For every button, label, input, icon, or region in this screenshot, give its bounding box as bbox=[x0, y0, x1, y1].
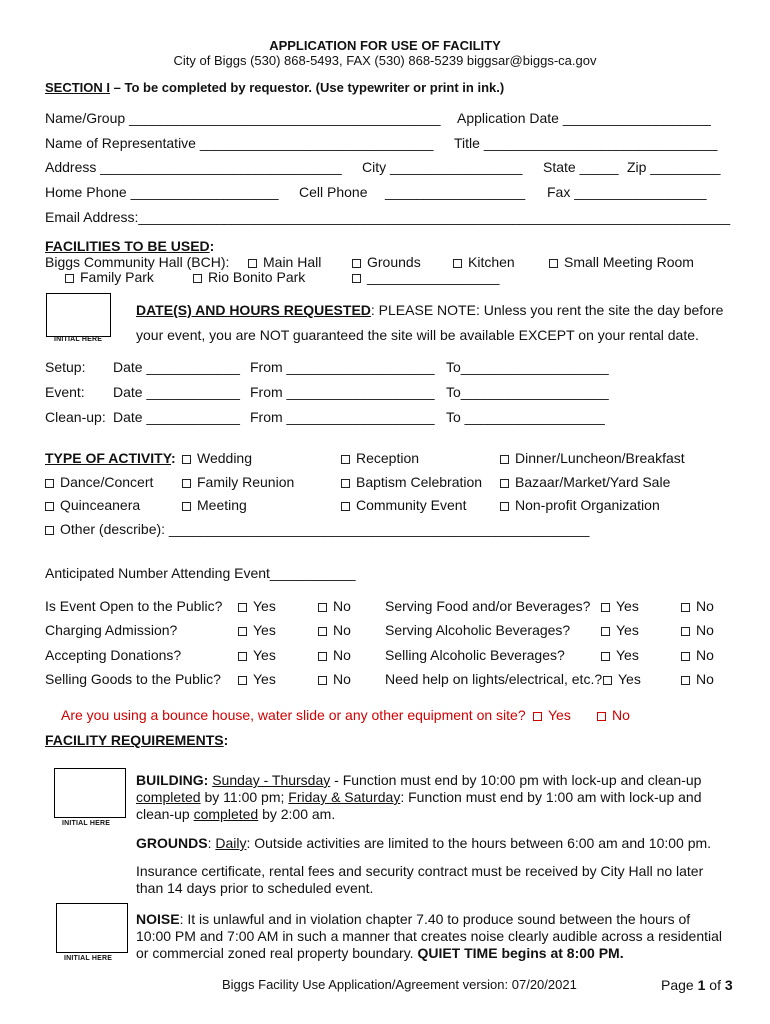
building-text-3: : Function must end by 1:00 am with lock-up and bbox=[400, 789, 702, 805]
checkbox-icon[interactable] bbox=[681, 603, 690, 612]
footer-version: Biggs Facility Use Application/Agreement version: 07/20/2021 bbox=[222, 977, 577, 992]
checkbox-icon[interactable] bbox=[238, 603, 247, 612]
checkbox-quinceanera[interactable] bbox=[45, 497, 140, 513]
checkbox-icon[interactable] bbox=[318, 652, 327, 661]
page-of: of bbox=[705, 977, 725, 993]
checkbox-rio-bonito[interactable] bbox=[193, 269, 305, 285]
other-activity-field: Other (describe): ______________________________________________________ bbox=[60, 521, 590, 537]
requirements-heading bbox=[45, 732, 228, 748]
no-label: No bbox=[333, 647, 351, 663]
facilities-heading-text: FACILITIES TO BE USED bbox=[45, 238, 210, 254]
no-label: No bbox=[612, 707, 630, 723]
checkbox-icon[interactable] bbox=[681, 627, 690, 636]
building-text-1: - Function must end by 10:00 pm with lock-up and clean-up bbox=[330, 772, 702, 788]
checkbox-family-park[interactable] bbox=[65, 269, 154, 285]
dance-label: Dance/Concert bbox=[60, 474, 154, 490]
initial-here-label: INITIAL HERE bbox=[62, 820, 111, 827]
grounds-label: GROUNDS bbox=[136, 835, 208, 851]
cleanup-from-field[interactable]: From ___________________ bbox=[250, 409, 435, 425]
checkbox-yes[interactable] bbox=[238, 671, 276, 687]
building-days-weekday: Sunday - Thursday bbox=[212, 772, 331, 788]
grounds-paragraph bbox=[136, 835, 726, 852]
representative-field[interactable]: Name of Representative ______________________________ bbox=[45, 135, 434, 151]
checkbox-no[interactable] bbox=[681, 647, 714, 663]
checkbox-icon[interactable] bbox=[318, 603, 327, 612]
initial-box-dates[interactable] bbox=[46, 293, 111, 337]
no-label: No bbox=[333, 598, 351, 614]
name-group-field[interactable]: Name/Group ________________________________________ bbox=[45, 110, 441, 126]
checkbox-icon[interactable] bbox=[352, 259, 361, 268]
reunion-label: Family Reunion bbox=[197, 474, 295, 490]
building-completed-2: completed bbox=[193, 806, 259, 822]
page-current: 1 bbox=[697, 977, 706, 993]
checkbox-icon[interactable] bbox=[238, 652, 247, 661]
bounce-question: Are you using a bounce house, water slide or any other equipment on site? bbox=[61, 707, 526, 723]
checkbox-wedding[interactable] bbox=[182, 450, 252, 466]
checkbox-icon[interactable] bbox=[352, 274, 361, 283]
event-label: Event: bbox=[45, 384, 85, 400]
dates-note-line1 bbox=[136, 302, 723, 318]
checkbox-yes[interactable] bbox=[603, 671, 641, 687]
cleanup-label: Clean-up: bbox=[45, 409, 106, 425]
question-accepting-donations: Accepting Donations? bbox=[45, 647, 182, 663]
main-hall-label: Main Hall bbox=[263, 254, 322, 270]
checkbox-yes[interactable] bbox=[238, 622, 276, 638]
building-completed-1: completed bbox=[136, 789, 201, 805]
checkbox-bounce-yes[interactable] bbox=[533, 707, 571, 723]
requirements-heading-text: FACILITY REQUIREMENTS bbox=[45, 732, 224, 748]
state-field[interactable]: State _____ bbox=[543, 159, 619, 175]
yes-label: Yes bbox=[253, 598, 276, 614]
checkbox-icon[interactable] bbox=[182, 479, 191, 488]
page-total: 3 bbox=[724, 977, 733, 993]
checkbox-other-activity[interactable] bbox=[45, 521, 589, 537]
section-instructions: – To be completed by requestor. (Use typewriter or print in ink.) bbox=[110, 80, 505, 95]
grounds-label: Grounds bbox=[367, 254, 421, 270]
checkbox-icon[interactable] bbox=[533, 712, 542, 721]
building-days-weekend: Friday & Saturday bbox=[288, 789, 401, 805]
question-selling-alcohol: Selling Alcoholic Beverages? bbox=[385, 647, 565, 663]
initial-here-label: INITIAL HERE bbox=[64, 955, 113, 962]
building-text-5: by 2:00 am. bbox=[258, 806, 336, 822]
checkbox-yes[interactable] bbox=[601, 598, 639, 614]
yes-label: Yes bbox=[616, 647, 639, 663]
checkbox-icon[interactable] bbox=[601, 627, 610, 636]
checkbox-icon[interactable] bbox=[341, 502, 350, 511]
checkbox-community-event[interactable] bbox=[341, 497, 466, 513]
other-facility-line: _________________ bbox=[367, 269, 500, 285]
bazaar-label: Bazaar/Market/Yard Sale bbox=[515, 474, 671, 490]
question-charging-admission: Charging Admission? bbox=[45, 622, 178, 638]
question-serving-food: Serving Food and/or Beverages? bbox=[385, 598, 591, 614]
activity-heading-text: TYPE OF ACTIVITY bbox=[45, 450, 172, 466]
question-selling-goods: Selling Goods to the Public? bbox=[45, 671, 221, 687]
checkbox-icon[interactable] bbox=[318, 676, 327, 685]
checkbox-icon[interactable] bbox=[681, 676, 690, 685]
checkbox-dinner[interactable] bbox=[500, 450, 685, 466]
building-label: BUILDING: bbox=[136, 772, 209, 788]
event-to-field[interactable]: To___________________ bbox=[446, 384, 609, 400]
checkbox-icon[interactable] bbox=[453, 259, 462, 268]
title-field[interactable]: Title ______________________________ bbox=[454, 135, 718, 151]
yes-label: Yes bbox=[253, 622, 276, 638]
initial-box-noise[interactable] bbox=[56, 903, 128, 953]
facilities-heading bbox=[45, 238, 214, 254]
checkbox-icon[interactable] bbox=[238, 627, 247, 636]
checkbox-icon[interactable] bbox=[603, 676, 612, 685]
rio-bonito-label: Rio Bonito Park bbox=[208, 269, 306, 285]
section-heading bbox=[45, 80, 504, 96]
checkbox-kitchen[interactable] bbox=[453, 254, 515, 270]
contact-info: City of Biggs (530) 868-5493, FAX (530) 868-5239 biggsar@biggs-ca.gov bbox=[173, 53, 597, 68]
home-phone-field[interactable]: Home Phone ___________________ bbox=[45, 184, 279, 200]
checkbox-meeting[interactable] bbox=[182, 497, 247, 513]
dates-heading: DATE(S) AND HOURS REQUESTED bbox=[136, 302, 371, 318]
checkbox-icon[interactable] bbox=[182, 455, 191, 464]
no-label: No bbox=[696, 647, 714, 663]
kitchen-label: Kitchen bbox=[468, 254, 515, 270]
quiet-time: QUIET TIME begins at 8:00 PM. bbox=[417, 945, 624, 961]
checkbox-icon[interactable] bbox=[341, 455, 350, 464]
checkbox-icon[interactable] bbox=[318, 627, 327, 636]
checkbox-no[interactable] bbox=[681, 622, 714, 638]
checkbox-icon[interactable] bbox=[601, 603, 610, 612]
checkbox-icon[interactable] bbox=[45, 479, 54, 488]
checkbox-icon[interactable] bbox=[65, 274, 74, 283]
no-label: No bbox=[333, 622, 351, 638]
question-need-help: Need help on lights/electrical, etc.? bbox=[385, 671, 603, 687]
baptism-label: Baptism Celebration bbox=[356, 474, 483, 490]
cleanup-to-field[interactable]: To __________________ bbox=[446, 409, 605, 425]
checkbox-yes[interactable] bbox=[238, 598, 276, 614]
checkbox-icon[interactable] bbox=[238, 676, 247, 685]
checkbox-icon[interactable] bbox=[500, 479, 509, 488]
checkbox-icon[interactable] bbox=[193, 274, 202, 283]
checkbox-no[interactable] bbox=[318, 598, 351, 614]
requirements-colon: : bbox=[223, 732, 229, 748]
yes-label: Yes bbox=[616, 622, 639, 638]
activity-colon: : bbox=[171, 450, 176, 466]
checkbox-icon[interactable] bbox=[182, 502, 191, 511]
checkbox-yes[interactable] bbox=[601, 622, 639, 638]
checkbox-family-reunion[interactable] bbox=[182, 474, 294, 490]
attending-field[interactable]: Anticipated Number Attending Event___________ bbox=[45, 565, 356, 581]
yes-label: Yes bbox=[618, 671, 641, 687]
email-field[interactable]: Email Address:____________________________________________________________________________ bbox=[45, 209, 731, 225]
page-title: APPLICATION FOR USE OF FACILITY bbox=[269, 38, 501, 53]
yes-label: Yes bbox=[253, 671, 276, 687]
setup-to-field[interactable]: To___________________ bbox=[446, 359, 609, 375]
cleanup-date-field[interactable]: Date ____________ bbox=[113, 409, 240, 425]
noise-text: : It is unlawful and in violation chapter 7.40 to produce sound between the hours of 10:00 PM and 7:00 AM in such a manner that creates noise clearly audible across a residential or commercial zoned real property boundary. bbox=[136, 911, 722, 961]
activity-heading bbox=[45, 450, 176, 466]
nonprofit-label: Non-profit Organization bbox=[515, 497, 660, 513]
checkbox-icon[interactable] bbox=[45, 526, 54, 535]
page-prefix: Page bbox=[661, 977, 698, 993]
checkbox-icon[interactable] bbox=[500, 502, 509, 511]
grounds-daily: Daily bbox=[215, 835, 247, 851]
checkbox-bazaar[interactable] bbox=[500, 474, 670, 490]
wedding-label: Wedding bbox=[197, 450, 253, 466]
checkbox-yes[interactable] bbox=[601, 647, 639, 663]
checkbox-no[interactable] bbox=[318, 622, 351, 638]
building-paragraph bbox=[136, 772, 726, 823]
no-label: No bbox=[333, 671, 351, 687]
building-text-4: clean-up bbox=[136, 806, 194, 822]
dates-note-line2: your event, you are NOT guaranteed the site will be available EXCEPT on your rental date. bbox=[136, 327, 699, 343]
setup-label: Setup: bbox=[45, 359, 86, 375]
checkbox-grounds[interactable] bbox=[352, 254, 421, 270]
checkbox-icon[interactable] bbox=[549, 259, 558, 268]
reception-label: Reception bbox=[356, 450, 420, 466]
checkbox-reception[interactable] bbox=[341, 450, 419, 466]
cell-phone-field[interactable]: __________________ bbox=[385, 184, 526, 200]
checkbox-icon[interactable] bbox=[341, 479, 350, 488]
checkbox-icon[interactable] bbox=[248, 259, 257, 268]
small-room-label: Small Meeting Room bbox=[564, 254, 694, 270]
dates-note-text: : PLEASE NOTE: Unless you rent the site the day before bbox=[370, 302, 724, 318]
event-from-field[interactable]: From ___________________ bbox=[250, 384, 435, 400]
insurance-paragraph: Insurance certificate, rental fees and security contract must be received by City Hall no later than 14 days prior to scheduled event. bbox=[136, 863, 704, 896]
cell-phone-label: Cell Phone bbox=[299, 184, 368, 200]
checkbox-icon[interactable] bbox=[597, 712, 606, 721]
checkbox-main-hall[interactable] bbox=[248, 254, 321, 270]
checkbox-no[interactable] bbox=[681, 671, 714, 687]
no-label: No bbox=[696, 622, 714, 638]
city-field[interactable]: City _________________ bbox=[362, 159, 523, 175]
family-park-label: Family Park bbox=[80, 269, 154, 285]
checkbox-no[interactable] bbox=[318, 671, 351, 687]
question-serving-alcohol: Serving Alcoholic Beverages? bbox=[385, 622, 571, 638]
checkbox-dance[interactable] bbox=[45, 474, 153, 490]
yes-label: Yes bbox=[616, 598, 639, 614]
dinner-label: Dinner/Luncheon/Breakfast bbox=[515, 450, 685, 466]
quince-label: Quinceanera bbox=[60, 497, 141, 513]
checkbox-no[interactable] bbox=[681, 598, 714, 614]
checkbox-other-facility[interactable] bbox=[352, 269, 499, 285]
address-field[interactable]: Address _______________________________ bbox=[45, 159, 342, 175]
grounds-colon: : bbox=[207, 835, 216, 851]
community-label: Community Event bbox=[356, 497, 467, 513]
checkbox-no[interactable] bbox=[318, 647, 351, 663]
bch-label: Biggs Community Hall (BCH): bbox=[45, 254, 230, 270]
checkbox-icon[interactable] bbox=[601, 652, 610, 661]
setup-from-field[interactable]: From ___________________ bbox=[250, 359, 435, 375]
initial-box-building[interactable] bbox=[54, 768, 126, 818]
no-label: No bbox=[696, 671, 714, 687]
facilities-colon: : bbox=[209, 238, 215, 254]
yes-label: Yes bbox=[548, 707, 571, 723]
zip-field[interactable]: Zip _________ bbox=[627, 159, 721, 175]
page-number bbox=[661, 977, 733, 993]
checkbox-icon[interactable] bbox=[681, 652, 690, 661]
initial-here-label: INITIAL HERE bbox=[54, 336, 103, 343]
application-date-field[interactable]: Application Date ___________________ bbox=[457, 110, 711, 126]
yes-label: Yes bbox=[253, 647, 276, 663]
fax-field[interactable]: Fax _________________ bbox=[547, 184, 707, 200]
noise-paragraph bbox=[136, 911, 726, 962]
checkbox-bounce-no[interactable] bbox=[597, 707, 630, 723]
setup-date-field[interactable]: Date ____________ bbox=[113, 359, 240, 375]
question-open-public: Is Event Open to the Public? bbox=[45, 598, 223, 614]
noise-label: NOISE bbox=[136, 911, 180, 927]
no-label: No bbox=[696, 598, 714, 614]
checkbox-baptism[interactable] bbox=[341, 474, 482, 490]
checkbox-small-meeting-room[interactable] bbox=[549, 254, 694, 270]
section-label: SECTION I bbox=[45, 80, 111, 95]
event-date-field[interactable]: Date ____________ bbox=[113, 384, 240, 400]
checkbox-icon[interactable] bbox=[45, 502, 54, 511]
checkbox-yes[interactable] bbox=[238, 647, 276, 663]
checkbox-nonprofit[interactable] bbox=[500, 497, 660, 513]
grounds-text: : Outside activities are limited to the hours between 6:00 am and 10:00 pm. bbox=[246, 835, 712, 851]
meeting-label: Meeting bbox=[197, 497, 247, 513]
checkbox-icon[interactable] bbox=[500, 455, 509, 464]
building-text-2: by 11:00 pm; bbox=[200, 789, 289, 805]
